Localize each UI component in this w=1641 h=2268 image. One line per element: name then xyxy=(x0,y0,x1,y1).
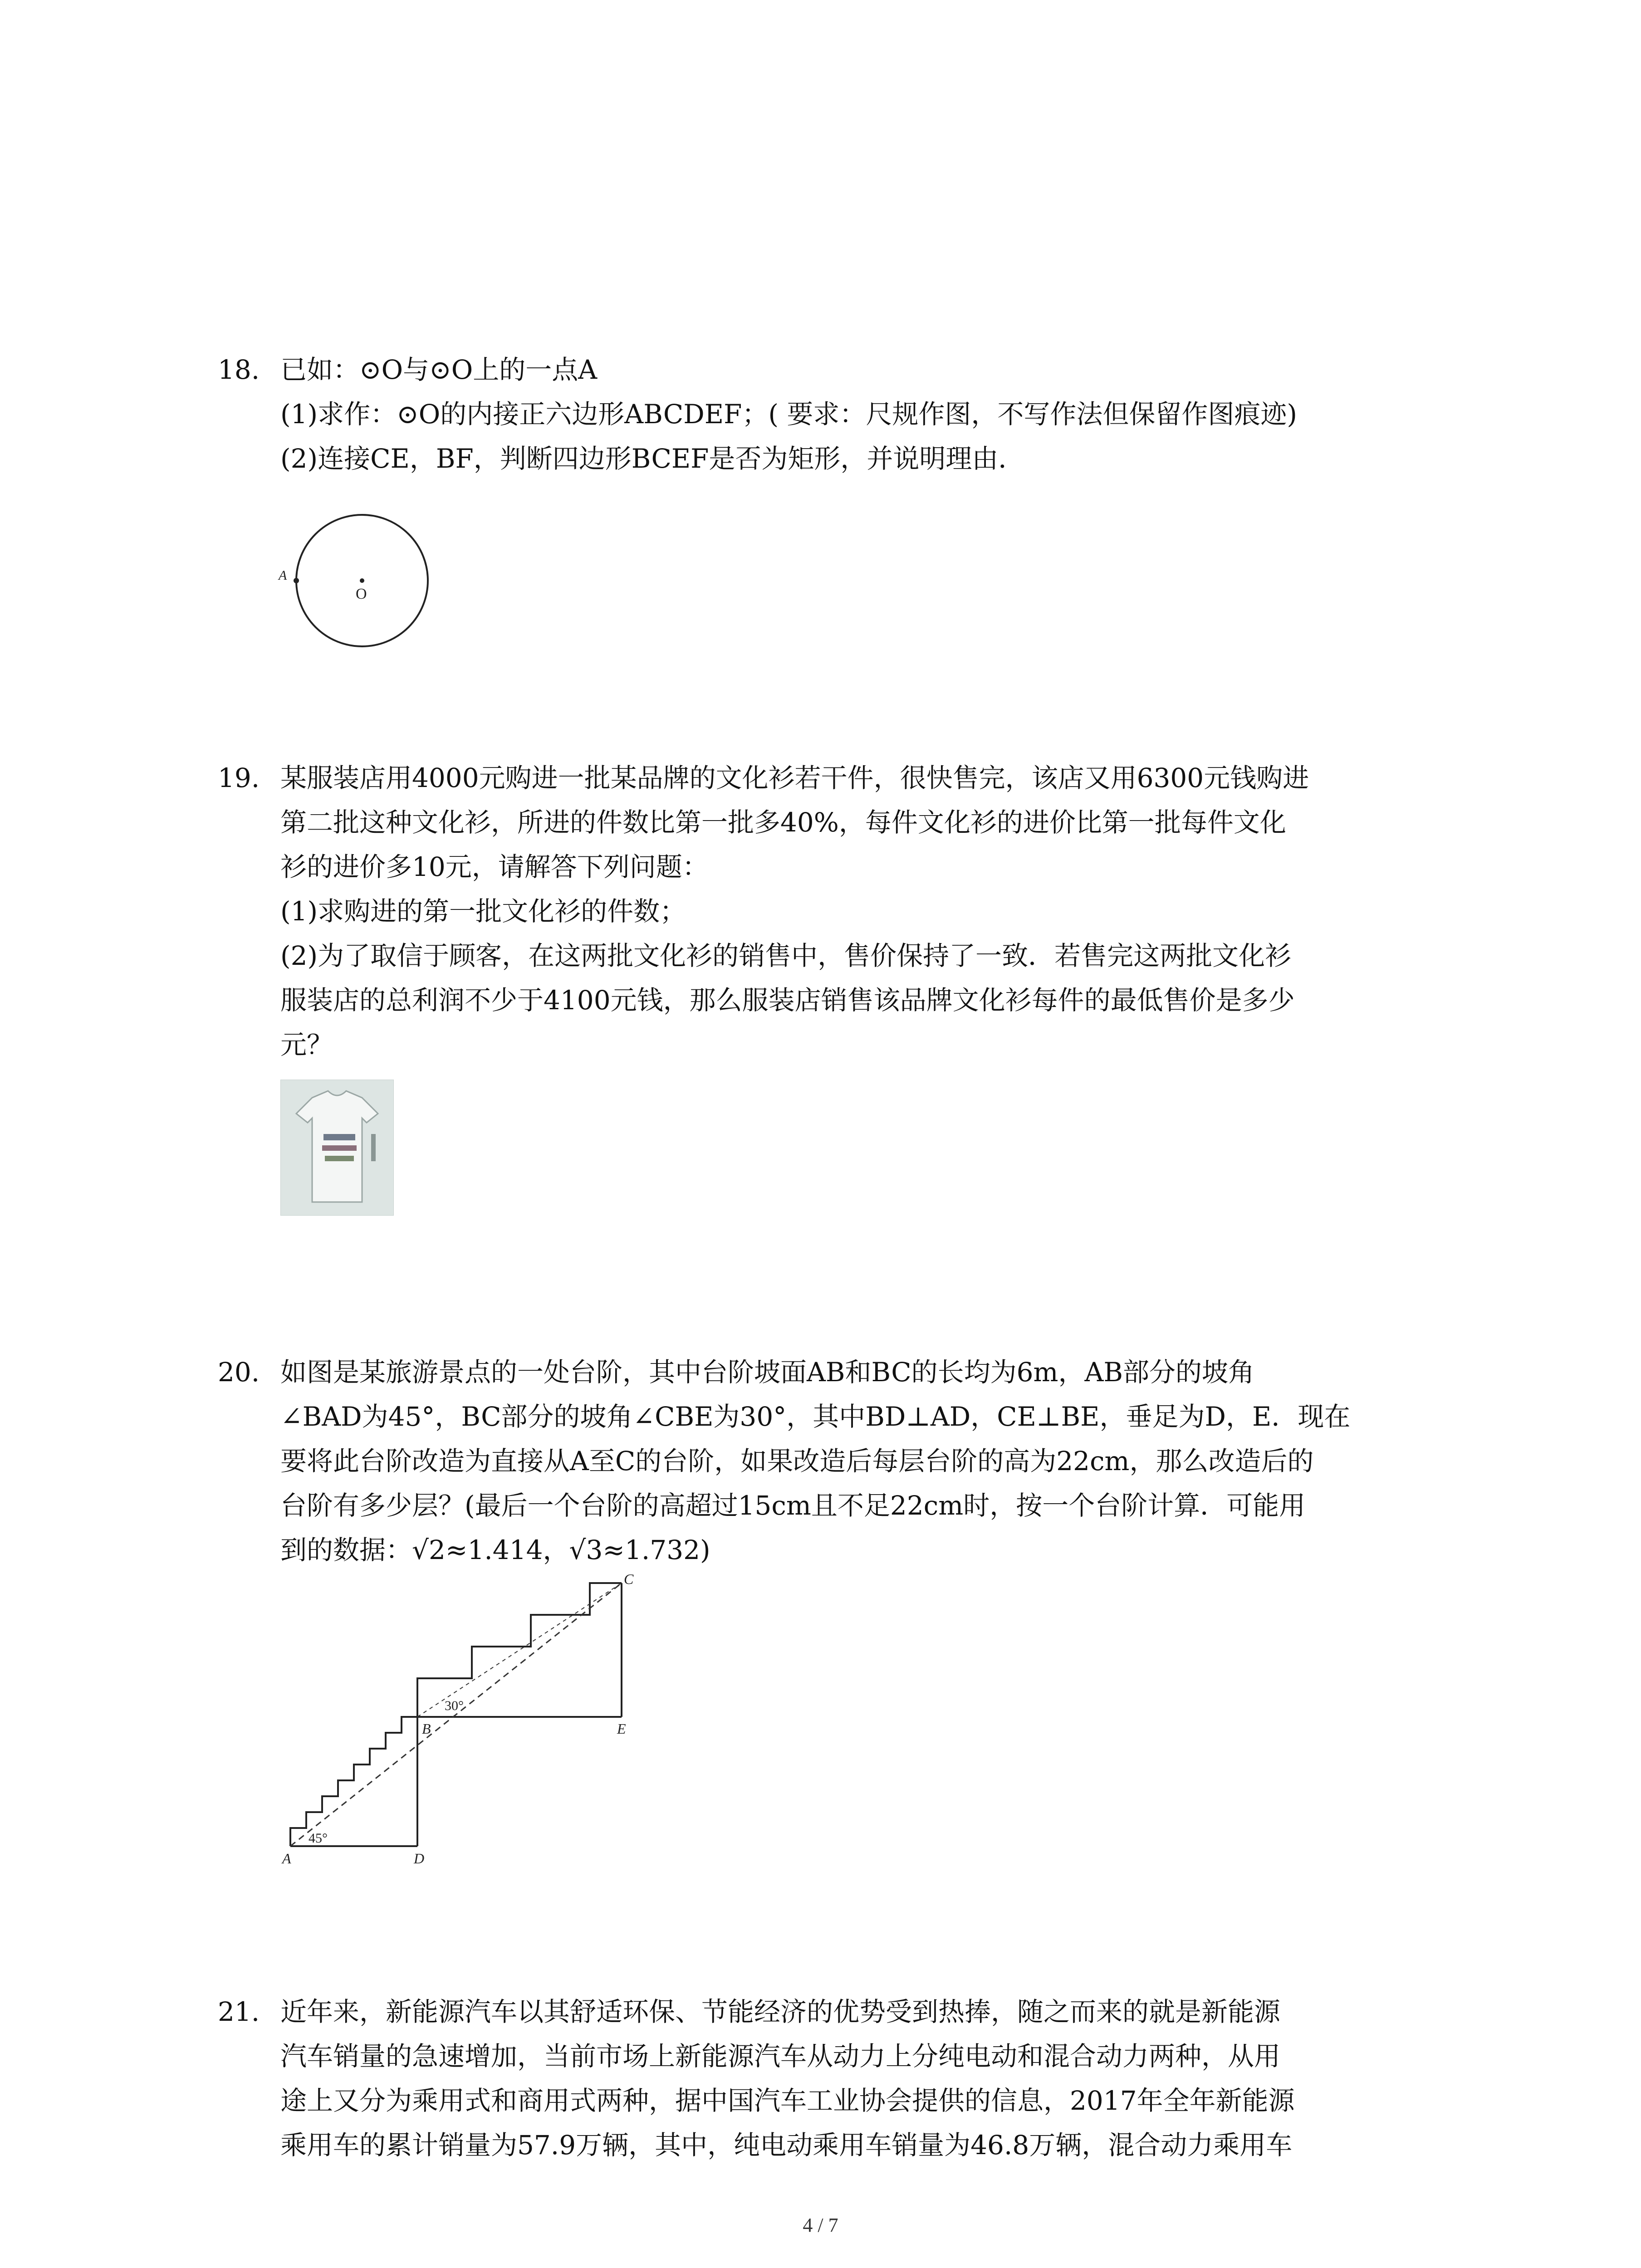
angle-45-label: 45° xyxy=(309,1831,328,1846)
label-e: E xyxy=(617,1721,626,1737)
staircase-figure xyxy=(272,1574,658,1882)
q18-part1: (1)求作：⊙O的内接正六边形ABCDEF；( 要求：尺规作图，不写作法但保留作图痕迹) xyxy=(280,399,1298,430)
q19-line2: 第二批这种文化衫，所进的件数比第一批多40%，每件文化衫的进价比第一批每件文化 xyxy=(280,807,1286,838)
q18-number: 18. xyxy=(218,354,260,385)
slope-ac xyxy=(290,1583,622,1846)
q19-part2-line3: 元？ xyxy=(280,1029,333,1060)
q20-line5: 到的数据：√2≈1.414，√3≈1.732) xyxy=(280,1535,710,1565)
q21-line3: 途上又分为乘用式和商用式两种，据中国汽车工业协会提供的信息，2017年全年新能源 xyxy=(280,2085,1295,2116)
q19-number: 19. xyxy=(218,763,260,793)
q19-part2-line2: 服装店的总利润不少于4100元钱，那么服装店销售该品牌文化衫每件的最低售价是多少 xyxy=(280,985,1295,1016)
label-c: C xyxy=(624,1574,634,1587)
q20-number: 20. xyxy=(218,1357,260,1388)
q21-line1: 近年来，新能源汽车以其舒适环保、节能经济的优势受到热捧，随之而来的就是新能源 xyxy=(280,1996,1281,2027)
point-a xyxy=(294,578,299,583)
q18-part2: (2)连接CE，BF，判断四边形BCEF是否为矩形，并说明理由． xyxy=(280,443,1025,474)
q20-line1: 如图是某旅游景点的一处台阶，其中台阶坡面AB和BC的长均为6m，AB部分的坡角 xyxy=(280,1357,1254,1388)
page-number: 4 / 7 xyxy=(803,2214,838,2236)
q21-number: 21. xyxy=(218,1996,260,2027)
q19-line1: 某服装店用4000元购进一批某品牌的文化衫若干件，很快售完，该店又用6300元钱购进 xyxy=(280,763,1309,793)
q20-line3: 要将此台阶改造为直接从A至C的台阶，如果改造后每层台阶的高为22cm，那么改造后的 xyxy=(280,1446,1314,1476)
point-o xyxy=(360,578,364,583)
q18-circle-figure xyxy=(272,513,436,649)
q21-line4: 乘用车的累计销量为57.9万辆，其中，纯电动乘用车销量为46.8万辆，混合动力乘用车 xyxy=(280,2130,1293,2160)
label-a: A xyxy=(279,568,287,583)
label-o: O xyxy=(356,586,367,602)
q18-stem: 已如：⊙O与⊙O上的一点A xyxy=(280,354,598,385)
q20-line2: ∠BAD为45°，BC部分的坡角∠CBE为30°，其中BD⊥AD，CE⊥BE，垂足为D，E．现在 xyxy=(280,1401,1351,1432)
q21-line2: 汽车销量的急速增加，当前市场上新能源汽车从动力上分纯电动和混合动力两种，从用 xyxy=(280,2041,1281,2072)
q19-part1: (1)求购进的第一批文化衫的件数； xyxy=(280,896,686,927)
lower-steps xyxy=(290,1717,417,1846)
q20-line4: 台阶有多少层？(最后一个台阶的高超过15cm且不足22cm时，按一个台阶计算．可能用 xyxy=(280,1490,1306,1521)
label-a: A xyxy=(282,1850,291,1867)
tshirt-photo xyxy=(280,1080,394,1216)
q19-line3: 衫的进价多10元，请解答下列问题： xyxy=(280,851,709,882)
slope-bc xyxy=(417,1583,622,1717)
angle-30-label: 30° xyxy=(445,1698,464,1713)
label-d: D xyxy=(414,1850,425,1867)
q19-part2-line1: (2)为了取信于顾客，在这两批文化衫的销售中，售价保持了一致．若售完这两批文化衫 xyxy=(280,940,1292,971)
label-b: B xyxy=(422,1721,431,1737)
